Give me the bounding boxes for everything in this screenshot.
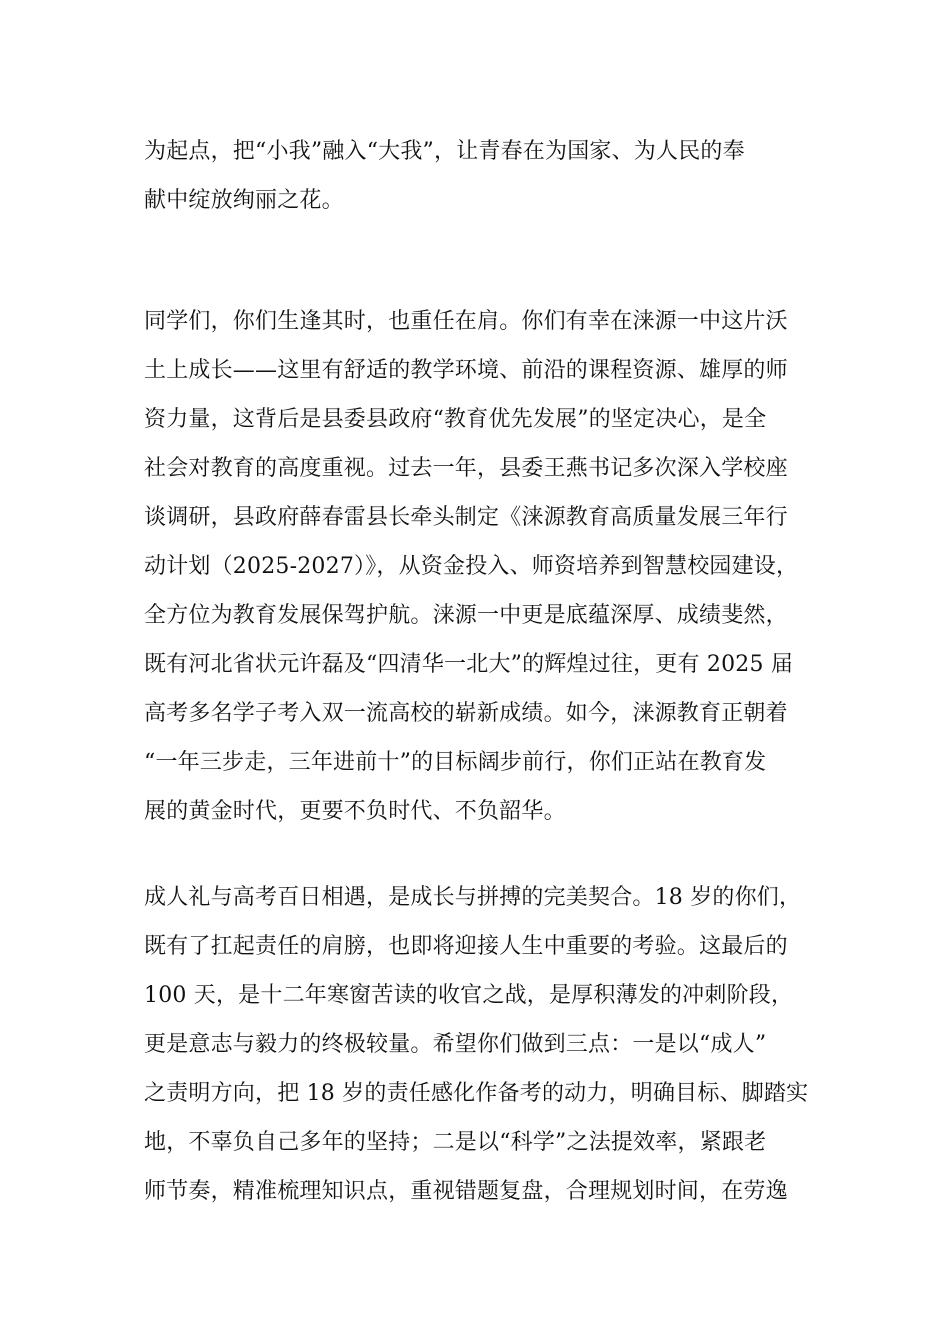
text-line: 同学们，你们生逢其时，也重任在肩。你们有幸在涞源一中这片沃 <box>144 309 788 334</box>
text-line: 更是意志与毅力的终极较量。希望你们做到三点：一是以“成人” <box>144 1032 767 1057</box>
text-line: “一年三步走，三年进前十”的目标阔步前行，你们正站在教育发 <box>144 750 767 775</box>
text-line: 谈调研，县政府薛春雷县长牵头制定《涞源教育高质量发展三年行 <box>144 505 788 530</box>
text-line: 土上成长——这里有舒适的教学环境、前沿的课程资源、雄厚的师 <box>144 358 788 383</box>
text-line: 100 天，是十二年寒窗苦读的收官之战，是厚积薄发的冲刺阶段， <box>144 983 794 1008</box>
text-line: 之责明方向，把 18 岁的责任感化作备考的动力，明确目标、脚踏实 <box>144 1081 809 1106</box>
text-line: 高考多名学子考入双一流高校的崭新成绩。如今，涞源教育正朝着 <box>144 701 788 726</box>
text-line: 为起点，把“小我”融入“大我”，让青春在为国家、为人民的奉 <box>144 139 745 164</box>
text-line: 社会对教育的高度重视。过去一年，县委王燕书记多次深入学校座 <box>144 456 788 481</box>
text-line: 师节奏，精准梳理知识点，重视错题复盘，合理规划时间，在劳逸 <box>144 1179 788 1204</box>
text-line: 既有了扛起责任的肩膀，也即将迎接人生中重要的考验。这最后的 <box>144 934 788 959</box>
text-line: 资力量，这背后是县委县政府“教育优先发展”的坚定决心，是全 <box>144 407 767 432</box>
text-line: 全方位为教育发展保驾护航。涞源一中更是底蕴深厚、成绩斐然， <box>144 603 788 628</box>
text-line: 动计划（2025-2027）》，从资金投入、师资培养到智慧校园建设， <box>144 554 799 579</box>
text-line: 展的黄金时代，更要不负时代、不负韶华。 <box>144 799 566 824</box>
text-line: 地，不辜负自己多年的坚持；二是以“科学”之法提效率，紧跟老 <box>144 1130 767 1155</box>
text-line: 成人礼与高考百日相遇，是成长与拼搏的完美契合。18 岁的你们， <box>144 885 802 910</box>
text-line: 既有河北省状元许磊及“四清华一北大”的辉煌过往，更有 2025 届 <box>144 652 794 677</box>
text-line: 献中绽放绚丽之花。 <box>144 188 344 213</box>
